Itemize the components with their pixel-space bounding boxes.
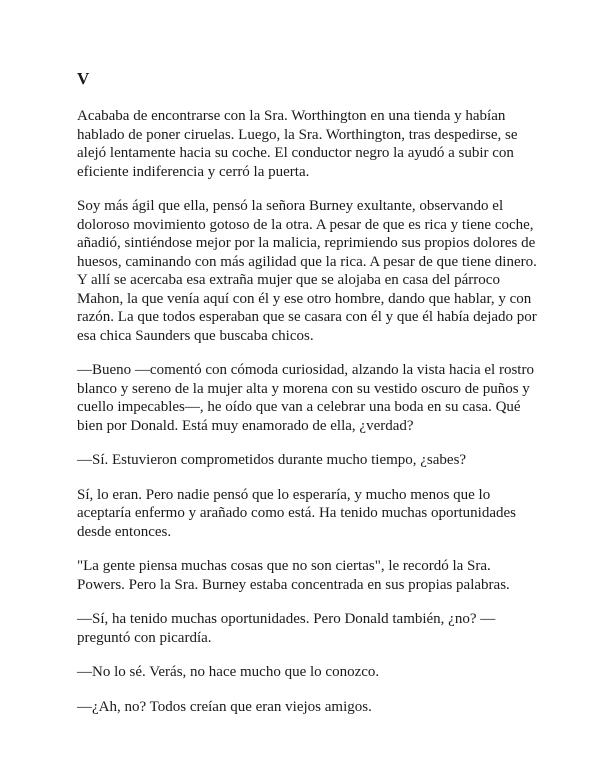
paragraph: Acababa de encontrarse con la Sra. Worthington en una tienda y habían hablado de poner ciruelas. Luego, la Sra. Worthington, tras despedirse, se alejó lentamente hacia su coche. El conductor negro la ayudó a subir con eficiente indiferencia y cerró la puerta. (77, 108, 518, 180)
paragraph: Soy más ágil que ella, pensó la señora Burney exultante, observando el doloroso movimiento gotoso de la otra. A pesar de que es rica y tiene coche, añadió, sintiéndose mejor por la malicia, reprimiendo sus propios dolores de huesos, caminando con más agilidad que la rica. A pesar de que tiene dinero. Y allí se acercaba esa extraña mujer que se alojaba en casa del párroco Mahon, la que venía aquí con él y ese otro hombre, dando que hablar, y con razón. La que todos esperaban que se casara con él y que él había dejado por esa chica Saunders que buscaba chicos. (77, 198, 537, 344)
paragraph: —Bueno —comentó con cómoda curiosidad, alzando la vista hacia el rostro blanco y sereno de la mujer alta y morena con su vestido oscuro de puños y cuello impecables—, he oído que van a celebrar una boda en su casa. Qué bien por Donald. Está muy enamorado de ella, ¿verdad? (77, 362, 534, 434)
paragraph: —¿Ah, no? Todos creían que eran viejos amigos. (77, 698, 372, 715)
paragraph: —Sí, ha tenido muchas oportunidades. Pero Donald también, ¿no? — preguntó con picardía. (77, 611, 496, 646)
paragraph: —Sí. Estuvieron comprometidos durante mucho tiempo, ¿sabes? (77, 452, 467, 468)
paragraph: "La gente piensa muchas cosas que no son ciertas", le recordó la Sra. Powers. Pero la Sra. Burney estaba concentrada en sus propias palabras. (77, 558, 510, 593)
paragraph: —No lo sé. Verás, no hace mucho que lo conozco. (77, 664, 380, 680)
body-text (77, 107, 537, 732)
chapter-heading: V (77, 69, 90, 88)
paragraph: Sí, lo eran. Pero nadie pensó que lo esperaría, y mucho menos que lo aceptaría enfermo y arañado como está. Ha tenido muchas oportunidades desde entonces. (77, 486, 516, 540)
